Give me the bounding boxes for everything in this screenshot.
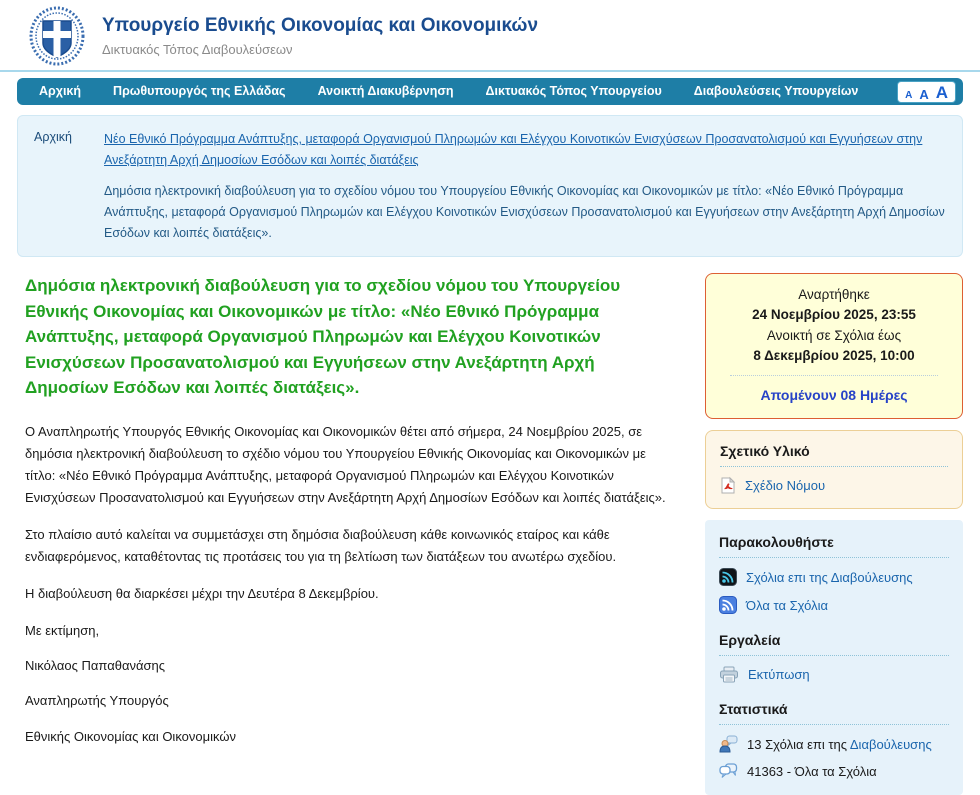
breadcrumb-home-link[interactable]: Αρχική (34, 130, 72, 144)
stats-title: Στατιστικά (719, 701, 949, 725)
follow-consultation-row (719, 568, 949, 586)
consultation-title: Δημόσια ηλεκτρονική διαβούλευση για το σχεδίου νόμου του Υπουργείου Εθνικής Οικονομίας και Οικονομικών με τίτλο: «Νέο Εθνικό Πρόγραμμα Ανάπτυξης, μεταφορά Οργανισμού Πληρωμών και Ελέγχου Κοινοτικών Ενισχύσεων Προσανατολισμού και Εγγυήσεων στην Ανεξάρτητη Αρχή Δημοσίων Εσόδων και λοιπές διατάξεις». (25, 276, 621, 398)
site-subtitle: Δικτυακός Τόπος Διαβουλεύσεων (102, 42, 293, 58)
site-title-block (102, 14, 538, 58)
tools-title: Εργαλεία (719, 632, 949, 656)
sidebar (705, 273, 963, 795)
header-separator (0, 70, 980, 72)
follow-all-comments-link[interactable]: Όλα τα Σχόλια (746, 597, 828, 613)
stats-consultation-text (747, 737, 932, 752)
font-size-medium-button[interactable]: A (919, 87, 929, 102)
paragraph-invitation: Στο πλαίσιο αυτό καλείται να συμμετάσχει στη δημόσια διαβούλευση κάθε κοινωνικός εταίρος και κάθε ενδιαφερόμενος, καταθέτοντας τις προτάσεις του για τη βελτίωση των διατάξεων του ανωτέρω σχεδίου. (25, 527, 617, 565)
paragraph-duration: Η διαβούλευση θα διαρκέσει μέχρι την Δευτέρα 8 Δεκεμβρίου. (25, 586, 379, 602)
rss-dark-icon (719, 568, 737, 586)
greek-coat-of-arms-logo (28, 5, 86, 67)
signature-role: Αναπληρωτής Υπουργός (25, 693, 169, 709)
follow-section (719, 534, 949, 614)
font-size-controls[interactable] (897, 81, 956, 103)
stats-all-comments-text: 41363 - Όλα τα Σχόλια (747, 763, 877, 779)
posted-date: 24 Νοεμβρίου 2025, 23:55 (752, 307, 916, 323)
pdf-icon (720, 477, 736, 494)
signature-closing: Με εκτίμηση, (25, 623, 100, 639)
stats-consultation-prefix: 13 Σχόλια επι της (747, 736, 850, 752)
related-material-box (705, 430, 963, 509)
stats-consultation-row (719, 735, 949, 753)
sidebar-blue-box (705, 520, 963, 795)
breadcrumb-body (104, 129, 946, 243)
related-material-title: Σχετικό Υλικό (720, 443, 948, 467)
article-content (25, 273, 685, 795)
nav-item-prime-minister[interactable]: Πρωθυπουργός της Ελλάδας (113, 84, 286, 98)
nav-item-ministry-site[interactable]: Δικτυακός Τόπος Υπουργείου (485, 84, 662, 98)
breadcrumb-consultation-link[interactable]: Νέο Εθνικό Πρόγραμμα Ανάπτυξης, μεταφορά Οργανισμού Πληρωμών και Ελέγχου Κοινοτικών Ενισχύσεων Προσανατολισμού και Εγγυήσεων στην Ανεξάρτητη Αρχή Δημοσίων Εσόδων και λοιπές διατάξεις (104, 132, 923, 167)
open-until-label: Ανοικτή σε Σχόλια έως (766, 327, 902, 343)
signature-ministry: Εθνικής Οικονομίας και Οικονομικών (25, 728, 236, 744)
follow-consultation-link[interactable]: Σχόλια επι της Διαβούλευσης (746, 569, 913, 585)
stats-all-comments-row (719, 763, 949, 779)
font-size-large-button[interactable]: A (935, 83, 948, 102)
paragraph-intro: Ο Αναπληρωτής Υπουργός Εθνικής Οικονομίας και Οικονομικών θέτει από σήμερα, 24 Νοεμβρίου 2025, σε δημόσια ηλεκτρονική διαβούλευση το σχέδιο νόμου του Υπουργείου Εθνικής Οικονομίας και Οικονομικών με τίτλο: «Νέο Εθνικό Πρόγραμμα Ανάπτυξης, μεταφορά Οργανισμού Πληρωμών και Ελέγχου Κοινοτικών Ενισχύσεων Προσανατολισμού και Εγγυήσεων στην Ανεξάρτητη Αρχή Δημοσίων Εσόδων και λοιπές διατάξεις». (25, 423, 666, 505)
font-size-small-button[interactable]: A (905, 90, 913, 101)
person-comment-icon (719, 735, 738, 753)
site-header (0, 0, 980, 70)
breadcrumb-box (17, 115, 963, 257)
printer-icon (719, 666, 739, 683)
tools-section (719, 632, 949, 683)
breadcrumb-description: Δημόσια ηλεκτρονική διαβούλευση για το σχεδίου νόμου του Υπουργείου Εθνικής Οικονομίας και Οικονομικών με τίτλο: «Νέο Εθνικό Πρόγραμμα Ανάπτυξης, μεταφορά Οργανισμού Πληρωμών και Ελέγχου Κοινοτικών Ενισχύσεων Προσανατολισμού και Εγγυήσεων στην Ανεξάρτητη Αρχή Δημοσίων Εσόδων και λοιπές διατάξεις». (104, 184, 945, 240)
main-navbar (17, 78, 963, 105)
draft-law-pdf-link[interactable]: Σχέδιο Νόμου (745, 478, 826, 494)
stats-consultation-link[interactable]: Διαβούλευσης (849, 736, 932, 752)
close-date: 8 Δεκεμβρίου 2025, 10:00 (753, 347, 915, 363)
site-title: Υπουργείο Εθνικής Οικονομίας και Οικονομικών (102, 14, 539, 36)
nav-item-ministry-consultations[interactable]: Διαβουλεύσεις Υπουργείων (693, 84, 859, 98)
status-divider (730, 375, 938, 376)
comments-bubbles-icon (719, 763, 738, 779)
days-remaining: Απομένουν 08 Ημέρες (760, 387, 908, 404)
stats-section (719, 701, 949, 779)
follow-title: Παρακολουθήστε (719, 534, 949, 558)
print-link[interactable]: Εκτύπωση (748, 667, 810, 683)
consultation-status-box (705, 273, 963, 419)
related-pdf-row (720, 477, 948, 494)
main-row (0, 257, 980, 795)
rss-blue-icon (719, 596, 737, 614)
follow-all-comments-row (719, 596, 949, 614)
posted-label: Αναρτήθηκε (798, 287, 870, 303)
nav-item-open-government[interactable]: Ανοικτή Διακυβέρνηση (317, 84, 454, 98)
signature-name: Νικόλαος Παπαθανάσης (25, 658, 166, 674)
print-row (719, 666, 949, 683)
nav-item-home[interactable]: Αρχική (39, 84, 82, 98)
